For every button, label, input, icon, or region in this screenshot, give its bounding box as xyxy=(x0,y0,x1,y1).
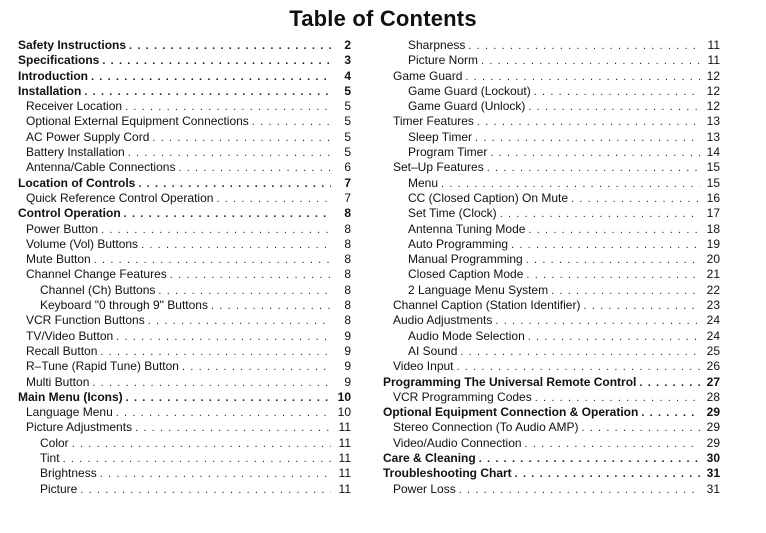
toc-entry-title: Location of Controls xyxy=(18,175,136,190)
dot-leader xyxy=(152,131,331,146)
toc-entry-title: Specifications xyxy=(18,53,100,68)
toc-entry xyxy=(18,466,351,481)
dot-leader xyxy=(528,223,700,238)
toc-entry-title: VCR Programming Codes xyxy=(393,389,532,404)
dot-leader xyxy=(477,115,700,130)
toc-entry-page: 12 xyxy=(706,99,720,114)
toc-entry-page: 8 xyxy=(344,298,351,313)
toc-entry-title: Optional Equipment Connection & Operation xyxy=(383,405,639,420)
dot-leader xyxy=(100,467,331,482)
toc-entry-title: Manual Programming xyxy=(408,252,523,267)
toc-entry-title: Power Button xyxy=(26,221,99,236)
dot-leader xyxy=(639,376,700,391)
toc-entry-page: 13 xyxy=(706,129,720,144)
dot-leader xyxy=(211,299,331,314)
toc-entry-page: 11 xyxy=(338,481,351,496)
toc-entry-title: Set Time (Clock) xyxy=(408,206,497,221)
toc-entry-page: 29 xyxy=(706,405,720,420)
toc-entry-title: TV/Video Button xyxy=(26,328,114,343)
toc-entry xyxy=(18,313,351,328)
toc-entry-title: Introduction xyxy=(18,68,88,83)
dot-leader xyxy=(571,192,700,207)
dot-leader xyxy=(460,345,700,360)
toc-entry-page: 8 xyxy=(344,252,351,267)
toc-entry-page: 29 xyxy=(706,420,720,435)
toc-entry-title: Closed Caption Mode xyxy=(408,267,524,282)
toc-entry-page: 18 xyxy=(706,221,720,236)
toc-entry-title: Channel Change Features xyxy=(26,267,167,282)
toc-entry-page: 5 xyxy=(344,114,351,129)
toc-entry-title: Tint xyxy=(40,451,60,466)
toc-entry xyxy=(18,390,351,405)
dot-leader xyxy=(581,421,700,436)
dot-leader xyxy=(500,207,700,222)
dot-leader xyxy=(535,391,700,406)
toc-entry xyxy=(18,38,351,53)
toc-entry xyxy=(383,313,720,328)
dot-leader xyxy=(63,452,331,467)
toc-entry xyxy=(18,252,351,267)
toc-entry-page: 13 xyxy=(706,114,720,129)
dot-leader xyxy=(528,330,700,345)
toc-entry-title: Power Loss xyxy=(393,481,456,496)
toc-entry-title: Video/Audio Connection xyxy=(393,435,522,450)
dot-leader xyxy=(495,314,700,329)
dot-leader xyxy=(465,70,700,85)
toc-entry xyxy=(18,145,351,160)
toc-entry-title: Receiver Location xyxy=(26,99,123,114)
toc-entry xyxy=(383,237,720,252)
dot-leader xyxy=(128,146,331,161)
dot-leader xyxy=(178,161,331,176)
dot-leader xyxy=(138,177,331,192)
toc-entry xyxy=(383,466,720,481)
toc-entry-title: Audio Adjustments xyxy=(393,313,493,328)
dot-leader xyxy=(84,85,331,100)
toc-entry-page: 10 xyxy=(337,405,351,420)
toc-entry xyxy=(18,375,351,390)
toc-entry-page: 21 xyxy=(706,267,720,282)
toc-entry xyxy=(18,69,351,84)
toc-entry-page: 8 xyxy=(344,267,351,282)
toc-entry xyxy=(18,298,351,313)
toc-entry-title: Programming The Universal Remote Control xyxy=(383,374,637,389)
toc-entry xyxy=(18,436,351,451)
toc-entry-title: Video Input xyxy=(393,359,454,374)
toc-entry-page: 7 xyxy=(344,175,351,190)
toc-entry xyxy=(383,390,720,405)
toc-entry-page: 14 xyxy=(706,145,720,160)
toc-entry-title: 2 Language Menu System xyxy=(408,282,549,297)
dot-leader xyxy=(515,467,700,482)
toc-entry-page: 9 xyxy=(344,374,351,389)
toc-entry-page: 5 xyxy=(344,145,351,160)
toc-entry-page: 30 xyxy=(706,451,720,466)
dot-leader xyxy=(100,345,331,360)
toc-entry-page: 3 xyxy=(344,53,351,68)
toc-entry-page: 22 xyxy=(706,282,720,297)
dot-leader xyxy=(102,54,331,69)
toc-entry-title: Mute Button xyxy=(26,252,91,267)
toc-entry-title: Sharpness xyxy=(408,38,466,52)
toc-entry-title: Brightness xyxy=(40,466,97,481)
dot-leader xyxy=(94,253,331,268)
toc-entry-title: Game Guard (Lockout) xyxy=(408,83,531,98)
dot-leader xyxy=(479,452,700,467)
toc-entry-page: 5 xyxy=(344,99,351,114)
toc-entry xyxy=(383,130,720,145)
toc-entry-page: 11 xyxy=(338,435,351,450)
toc-entry-title: Set–Up Features xyxy=(393,160,484,175)
toc-entry xyxy=(18,359,351,374)
dot-leader xyxy=(534,85,700,100)
toc-entry-page: 11 xyxy=(338,451,351,466)
toc-entry xyxy=(383,420,720,435)
toc-entry xyxy=(18,84,351,99)
toc-entry xyxy=(383,482,720,497)
toc-entry-title: Care & Cleaning xyxy=(383,451,476,466)
toc-entry xyxy=(383,114,720,129)
toc-entry xyxy=(383,191,720,206)
toc-entry xyxy=(18,451,351,466)
toc-entry xyxy=(383,84,720,99)
toc-entry-page: 24 xyxy=(706,313,720,328)
toc-entry xyxy=(18,191,351,206)
dot-leader xyxy=(551,284,700,299)
toc-entry-page: 9 xyxy=(344,343,351,358)
toc-entry-page: 11 xyxy=(707,38,720,52)
dot-leader xyxy=(525,437,700,452)
toc-entry-page: 16 xyxy=(706,190,720,205)
toc-entry-title: Game Guard (Unlock) xyxy=(408,99,526,114)
toc-entry-page: 5 xyxy=(344,83,351,98)
dot-leader xyxy=(101,223,331,238)
toc-entry-title: Recall Button xyxy=(26,343,98,358)
toc-entry-page: 6 xyxy=(344,160,351,175)
toc-entry-title: Antenna Tuning Mode xyxy=(408,221,526,236)
toc-entry xyxy=(18,405,351,420)
toc-entry-page: 10 xyxy=(337,389,351,404)
toc-entry xyxy=(18,329,351,344)
toc-entry-title: AC Power Supply Cord xyxy=(26,129,150,144)
toc-entry-title: Battery Installation xyxy=(26,145,125,160)
toc-entry xyxy=(383,267,720,282)
toc-entry-page: 9 xyxy=(344,359,351,374)
toc-entry-title: Language Menu xyxy=(26,405,113,420)
toc-entry xyxy=(18,53,351,68)
dot-leader xyxy=(141,238,331,253)
toc-entry-page: 8 xyxy=(344,313,351,328)
toc-entry xyxy=(18,160,351,175)
toc-entry xyxy=(18,130,351,145)
dot-leader xyxy=(125,100,331,115)
toc-entry xyxy=(18,420,351,435)
toc-entry xyxy=(383,176,720,191)
dot-leader xyxy=(526,268,700,283)
toc-entry-title: Antenna/Cable Connections xyxy=(26,160,176,175)
dot-leader xyxy=(583,299,700,314)
toc-entry-page: 17 xyxy=(706,206,720,221)
toc-entry-title: Optional External Equipment Connections xyxy=(26,114,249,129)
dot-leader xyxy=(124,207,331,222)
dot-leader xyxy=(641,406,700,421)
toc-entry xyxy=(383,329,720,344)
toc-entry-title: Installation xyxy=(18,83,82,98)
toc-entry xyxy=(383,298,720,313)
toc-entry-title: Main Menu (Icons) xyxy=(18,389,123,404)
toc-entry xyxy=(18,99,351,114)
toc-entry-page: 8 xyxy=(344,221,351,236)
toc-entry-page: 15 xyxy=(706,160,720,175)
toc-entry xyxy=(18,267,351,282)
toc-entry-page: 7 xyxy=(344,190,351,205)
toc-entry xyxy=(383,222,720,237)
toc-entry-page: 23 xyxy=(706,298,720,313)
toc-entry-page: 8 xyxy=(344,206,351,221)
toc-entry-title: Safety Instructions xyxy=(18,38,127,52)
toc-entry xyxy=(383,359,720,374)
dot-leader xyxy=(126,391,331,406)
toc-entry-title: Stereo Connection (To Audio AMP) xyxy=(393,420,579,435)
toc-entry-title: Keyboard "0 through 9" Buttons xyxy=(40,298,208,313)
toc-entry-title: Color xyxy=(40,435,69,450)
toc-entry-title: CC (Closed Caption) On Mute xyxy=(408,190,569,205)
toc-entry xyxy=(383,436,720,451)
toc-entry-page: 11 xyxy=(707,53,720,68)
dot-leader xyxy=(526,253,700,268)
toc-entry-page: 9 xyxy=(344,328,351,343)
toc-entry xyxy=(383,252,720,267)
dot-leader xyxy=(80,483,331,498)
dot-leader xyxy=(511,238,700,253)
dot-leader xyxy=(116,406,331,421)
toc-entry xyxy=(18,283,351,298)
toc-entry xyxy=(383,145,720,160)
toc-entry xyxy=(18,482,351,497)
toc-entry-page: 31 xyxy=(706,466,720,481)
toc-entry-page: 11 xyxy=(338,420,351,435)
toc-entry xyxy=(18,114,351,129)
toc-entry-title: Channel Caption (Station Identifier) xyxy=(393,298,581,313)
dot-leader xyxy=(487,161,700,176)
toc-entry xyxy=(18,206,351,221)
page-title: Table of Contents xyxy=(289,6,477,31)
toc-entry xyxy=(383,99,720,114)
toc-entry xyxy=(383,451,720,466)
toc-column-right xyxy=(383,38,720,497)
toc-column-left xyxy=(18,38,351,497)
toc-entry-title: Audio Mode Selection xyxy=(408,328,525,343)
toc-entry xyxy=(383,405,720,420)
toc-entry-title: Control Operation xyxy=(18,206,121,221)
dot-leader xyxy=(468,39,700,54)
toc-entry-title: Game Guard xyxy=(393,68,463,83)
toc-entry-title: Quick Reference Control Operation xyxy=(26,190,214,205)
toc-entry xyxy=(18,344,351,359)
toc-entry xyxy=(18,222,351,237)
toc-entry-page: 27 xyxy=(706,374,720,389)
dot-leader xyxy=(148,314,331,329)
toc-entry-page: 28 xyxy=(706,389,720,404)
toc-entry xyxy=(383,38,720,53)
dot-leader xyxy=(170,268,331,283)
toc-entry-page: 8 xyxy=(344,282,351,297)
toc-entry-page: 2 xyxy=(344,38,351,52)
toc-entry xyxy=(18,176,351,191)
dot-leader xyxy=(182,360,331,375)
toc-entry-page: 25 xyxy=(706,343,720,358)
dot-leader xyxy=(459,483,700,498)
dot-leader xyxy=(135,421,331,436)
dot-leader xyxy=(457,360,701,375)
toc-entry-title: Program Timer xyxy=(408,145,488,160)
dot-leader xyxy=(441,177,700,192)
dot-leader xyxy=(490,146,700,161)
toc-entry xyxy=(383,375,720,390)
dot-leader xyxy=(528,100,700,115)
toc-entry xyxy=(383,206,720,221)
toc-entry xyxy=(383,69,720,84)
dot-leader xyxy=(91,70,331,85)
dot-leader xyxy=(116,330,331,345)
toc-entry-page: 29 xyxy=(706,435,720,450)
toc-entry-title: Sleep Timer xyxy=(408,129,473,144)
toc-entry xyxy=(18,237,351,252)
toc-entry-page: 20 xyxy=(706,252,720,267)
toc-entry-title: Timer Features xyxy=(393,114,474,129)
toc-entry-page: 31 xyxy=(706,481,720,496)
toc-entry xyxy=(383,53,720,68)
toc-entry-page: 4 xyxy=(344,68,351,83)
toc-entry-title: Volume (Vol) Buttons xyxy=(26,236,139,251)
toc-entry-title: AI Sound xyxy=(408,343,458,358)
toc-entry-page: 12 xyxy=(706,83,720,98)
dot-leader xyxy=(216,192,331,207)
toc-entry-title: Troubleshooting Chart xyxy=(383,466,512,481)
toc-entry-title: Channel (Ch) Buttons xyxy=(40,282,156,297)
dot-leader xyxy=(481,54,700,69)
toc-entry-title: Menu xyxy=(408,175,439,190)
toc-entry xyxy=(383,160,720,175)
toc-entry-page: 15 xyxy=(706,175,720,190)
toc-entry-page: 19 xyxy=(706,236,720,251)
toc-entry-page: 5 xyxy=(344,129,351,144)
toc-entry-title: VCR Function Buttons xyxy=(26,313,145,328)
toc-entry-page: 11 xyxy=(338,466,351,481)
dot-leader xyxy=(129,39,331,54)
toc-entry-title: Picture xyxy=(40,481,78,496)
toc-entry-title: R–Tune (Rapid Tune) Button xyxy=(26,359,179,374)
toc-entry xyxy=(383,283,720,298)
toc-entry xyxy=(383,344,720,359)
toc-entry-title: Multi Button xyxy=(26,374,90,389)
toc-entry-title: Picture Norm xyxy=(408,53,479,68)
toc-entry-page: 26 xyxy=(706,359,720,374)
dot-leader xyxy=(252,115,331,130)
dot-leader xyxy=(92,376,331,391)
dot-leader xyxy=(158,284,331,299)
toc-entry-page: 8 xyxy=(344,236,351,251)
toc-entry-title: Picture Adjustments xyxy=(26,420,133,435)
toc-entry-page: 12 xyxy=(706,68,720,83)
dot-leader xyxy=(475,131,700,146)
toc-entry-page: 24 xyxy=(706,328,720,343)
dot-leader xyxy=(72,437,331,452)
toc-entry-title: Auto Programming xyxy=(408,236,509,251)
